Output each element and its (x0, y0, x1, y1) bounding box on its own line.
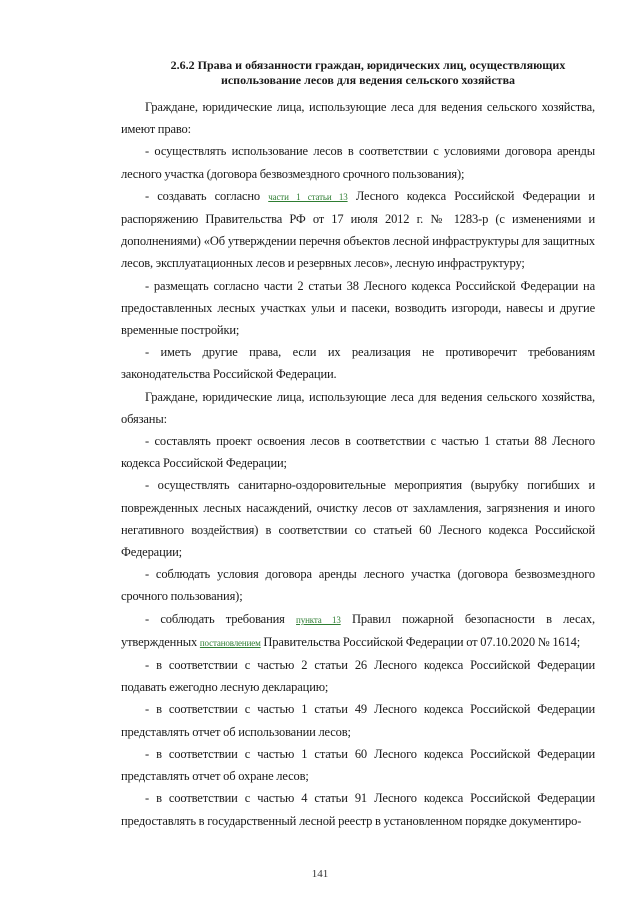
paragraph-duty-registry: - в соответствии с частью 4 статьи 91 Лесного кодекса Российской Федерации предоставлять в государственный лесной реестр в установленном порядке документиро- (121, 791, 595, 828)
paragraph-right-infrastructure (121, 185, 595, 275)
section-heading (121, 58, 595, 88)
paragraph-right-hives: - размещать согласно части 2 статьи 38 Лесного кодекса Российской Федерации на предоставленных лесных участках ульи и пасеки, возводить изгороди, навесы и другие временные постройки; (121, 278, 595, 338)
paragraph-duty-protection-report: - в соответствии с частью 1 статьи 60 Лесного кодекса Российской Федерации представлять отчет об охране лесов; (121, 746, 595, 784)
paragraph-right-other: - иметь другие права, если их реализация не противоречит требованиям законодательства Российской Федерации. (121, 345, 595, 382)
section-heading-line-1: 2.6.2 Права и обязанности граждан, юридических лиц, осуществляющих (170, 58, 566, 72)
paragraph-text: - соблюдать требования (145, 611, 297, 626)
paragraph-duty-usage-report: - в соответствии с частью 1 статьи 49 Лесного кодекса Российской Федерации представлять отчет об использовании лесов; (121, 702, 595, 739)
paragraph-duties-intro: Граждане, юридические лица, использующие леса для ведения сельского хозяйства, обязаны: (121, 389, 595, 426)
paragraph-duty-declaration: - в соответствии с частью 2 статьи 26 Лесного кодекса Российской Федерации подавать ежегодно лесную декларацию; (121, 658, 595, 695)
paragraph-text: - создавать согласно (145, 188, 269, 203)
paragraph-text: Правил пожарной безопасности в лесах, утвержденных (121, 611, 595, 649)
document-page (121, 58, 595, 832)
paragraph-duty-project: - составлять проект освоения лесов в соответствии с частью 1 статьи 88 Лесного кодекса Российской Федерации; (121, 434, 595, 471)
section-heading-line-2: использование лесов для ведения сельского хозяйства (220, 73, 516, 87)
paragraph-text: Правительства Российской Федерации от 07.10.2020 № 1614; (260, 634, 581, 649)
link-part-1-article-13[interactable]: части 1 статьи 13 (268, 191, 348, 202)
page-number: 141 (311, 868, 329, 880)
paragraph-duty-fire-safety (121, 608, 595, 654)
link-point-13[interactable]: пункта 13 (296, 614, 341, 625)
link-resolution[interactable]: постановлением (199, 637, 261, 648)
paragraph-rights-intro: Граждане, юридические лица, использующие леса для ведения сельского хозяйства, имеют право: (121, 100, 595, 137)
paragraph-right-use-forests: - осуществлять использование лесов в соответствии с условиями договора аренды лесного участка (договора безвозмездного срочного пользования); (121, 144, 595, 181)
paragraph-text: Лесного кодекса Российской Федерации и распоряжению Правительства РФ от 17 июля 2012 г. № 1283-р (с изменениями и дополнениями) «Об утверждении перечня объектов лесной инфраструктуры для защитных лесов, эксплуатационных лесов и резервных лесов», лесную инфраструктуру; (121, 188, 595, 271)
paragraph-duty-sanitary: - осуществлять санитарно-оздоровительные мероприятия (вырубку погибших и поврежденных лесных насаждений, очистку лесов от захламления, загрязнения и иного негативного воздействия) в соответствии со статьей 60 Лесного кодекса Российской Федерации; (121, 478, 595, 560)
paragraph-duty-contract: - соблюдать условия договора аренды лесного участка (договора безвозмездного срочного пользования); (121, 567, 595, 604)
